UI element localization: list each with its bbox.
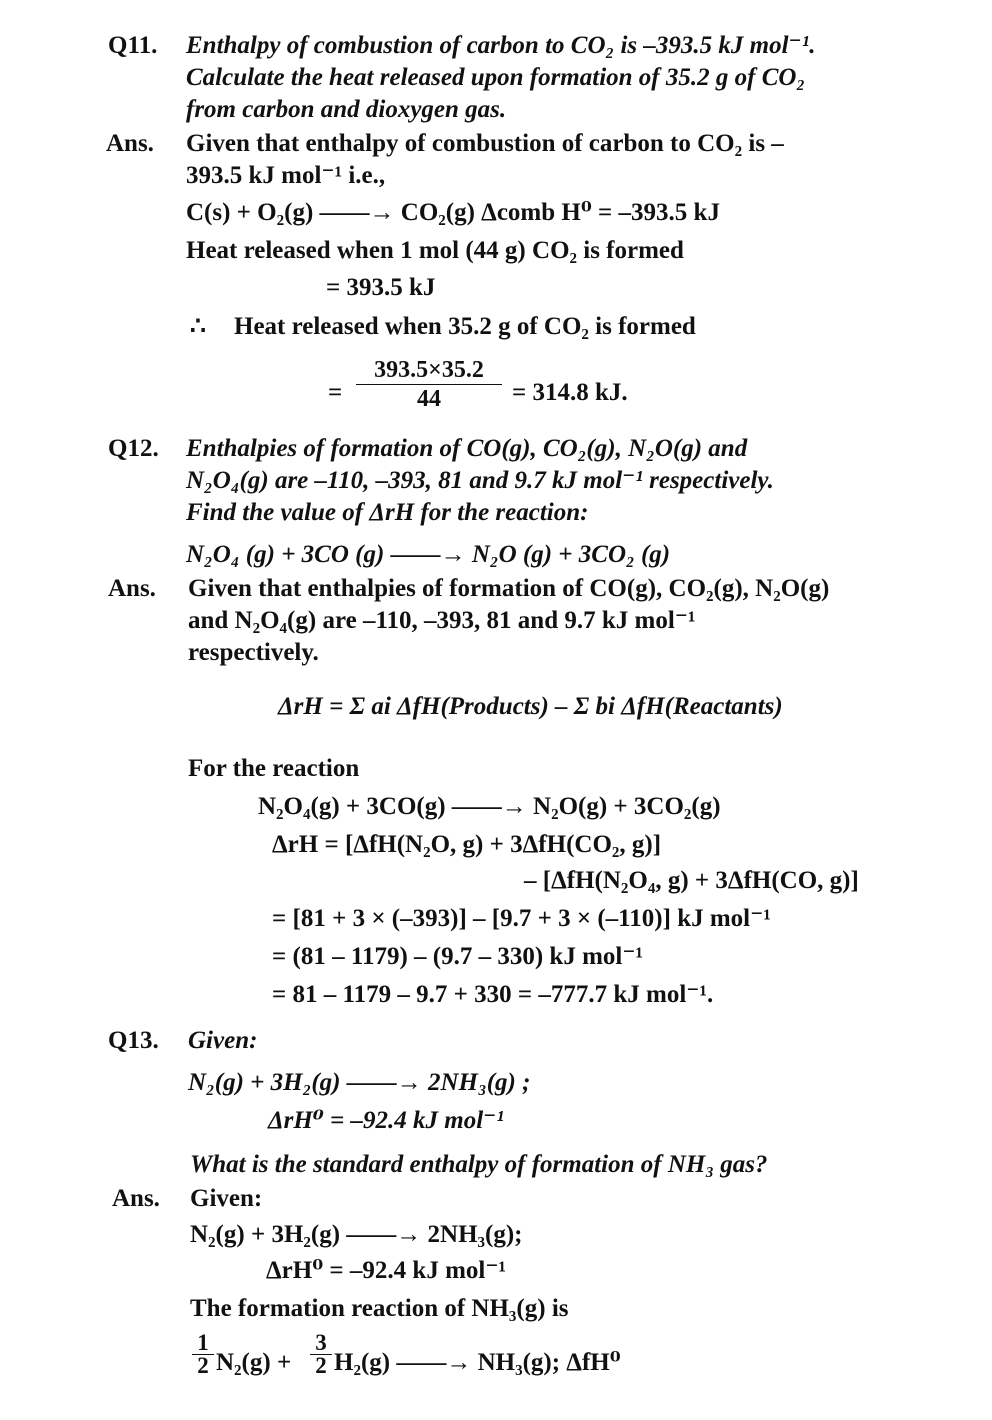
- question-text: N₂O₄(g) are –110, –393, 81 and 9.7 kJ mol⁻¹ respectively.: [186, 467, 774, 494]
- answer-text: Heat released when 1 mol (44 g) CO₂ is formed: [186, 237, 684, 264]
- answer-text: Heat released when 35.2 g of CO₂ is formed: [234, 313, 696, 340]
- question-text: from carbon and dioxygen gas.: [186, 96, 507, 123]
- fraction-numerator: 3: [315, 1330, 327, 1355]
- answer-text: Given:: [190, 1185, 263, 1212]
- answer-text: Given that enthalpies of formation of CO(g), CO₂(g), N₂O(g): [188, 575, 830, 602]
- reaction-equation: N₂(g) + 3H₂(g) ——→ 2NH₃(g);: [190, 1221, 523, 1248]
- question-equation: N₂O₄ (g) + 3CO (g) ——→ N₂O (g) + 3CO₂ (g): [186, 541, 671, 568]
- answer-label: Ans.: [112, 1185, 160, 1212]
- final-result: = 81 – 1179 – 9.7 + 330 = –777.7 kJ mol⁻¹.: [272, 981, 714, 1008]
- therefore-symbol: ∴: [190, 313, 206, 340]
- answer-value: = 393.5 kJ: [326, 274, 436, 301]
- question-text: Find the value of ΔrH for the reaction:: [186, 499, 589, 526]
- question-text: Enthalpies of formation of CO(g), CO₂(g), N₂O(g) and: [186, 435, 748, 462]
- fraction-numerator: 393.5×35.2: [374, 357, 484, 383]
- question-text: Calculate the heat released upon formation of 35.2 g of CO₂: [186, 64, 806, 91]
- answer-label: Ans.: [108, 575, 156, 602]
- fraction-denominator: 2: [197, 1353, 209, 1378]
- question-number: Q13.: [108, 1027, 159, 1054]
- final-result: = 314.8 kJ.: [512, 379, 628, 406]
- calculation-step: = [81 + 3 × (–393)] – [9.7 + 3 × (–110)] kJ mol⁻¹: [272, 905, 771, 932]
- question-text: Given:: [188, 1027, 258, 1054]
- formation-equation: H₂(g) ——→ NH₃(g); ΔfH⁰: [334, 1349, 621, 1376]
- fraction-denominator: 2: [315, 1353, 327, 1378]
- fraction-numerator: 1: [197, 1330, 209, 1355]
- answer-text: 393.5 kJ mol⁻¹ i.e.,: [186, 162, 386, 189]
- fraction-denominator: 44: [417, 386, 441, 412]
- enthalpy-expression: ΔrH⁰ = –92.4 kJ mol⁻¹: [266, 1257, 507, 1284]
- enthalpy-expression: ΔrH = [ΔfH(N₂O, g) + 3ΔfH(CO₂, g)]: [272, 831, 662, 858]
- equals-sign: =: [328, 379, 343, 406]
- answer-text: and N₂O₄(g) are –110, –393, 81 and 9.7 kJ mol⁻¹: [188, 607, 696, 634]
- answer-label: Ans.: [106, 130, 154, 157]
- calculation-step: = (81 – 1179) – (9.7 – 330) kJ mol⁻¹: [272, 943, 644, 970]
- fraction-one-half: [192, 1332, 214, 1377]
- reaction-equation: N₂O₄(g) + 3CO(g) ——→ N₂O(g) + 3CO₂(g): [258, 793, 721, 820]
- answer-text: Given that enthalpy of combustion of carbon to CO₂ is –: [186, 130, 784, 157]
- question-number: Q12.: [108, 435, 159, 462]
- hess-formula: ΔrH = Σ ai ΔfH(Products) – Σ bi ΔfH(Reactants): [278, 693, 783, 720]
- question-text: Enthalpy of combustion of carbon to CO₂ is –393.5 kJ mol⁻¹.: [186, 32, 816, 59]
- answer-text: For the reaction: [188, 755, 360, 782]
- answer-text: respectively.: [188, 639, 319, 666]
- question-equation: N₂(g) + 3H₂(g) ——→ 2NH₃(g) ;: [188, 1069, 531, 1096]
- formation-equation: N₂(g) +: [216, 1349, 292, 1376]
- fraction-three-halves: [310, 1332, 332, 1377]
- enthalpy-expression: – [ΔfH(N₂O₄, g) + 3ΔfH(CO, g)]: [524, 867, 859, 894]
- question-equation: ΔrH⁰ = –92.4 kJ mol⁻¹: [268, 1107, 504, 1134]
- question-number: Q11.: [108, 32, 158, 59]
- combustion-equation: C(s) + O₂(g) ——→ CO₂(g) Δcomb H⁰ = –393.5 kJ: [186, 199, 720, 226]
- question-text: What is the standard enthalpy of formation of NH₃ gas?: [190, 1151, 768, 1178]
- answer-text: The formation reaction of NH₃(g) is: [190, 1295, 569, 1322]
- heat-fraction: [356, 356, 502, 413]
